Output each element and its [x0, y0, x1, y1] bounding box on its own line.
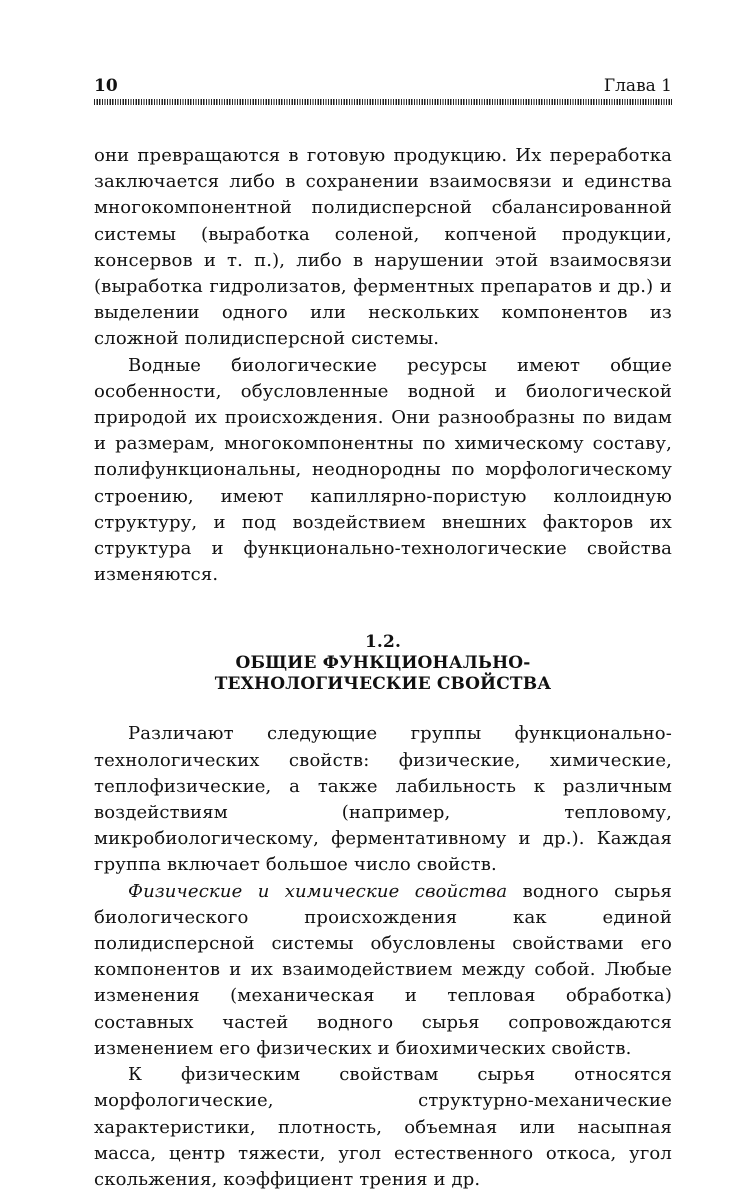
- paragraph-continuation: они превращаются в готовую продукцию. Их переработка заключается либо в сохранении взаимосвязи и единства многокомпонентной полидисперсной сбалансированной системы (выработка соленой, копченой продукции, консервов и т. п.), либо в нарушении этой взаимосвязи (выработка гидролизатов, ферментных препаратов и др.) и выделении одного или нескольких компонентов из сложной полидисперсной системы.: [94, 145, 672, 350]
- chapter-label: Глава 1: [603, 76, 672, 96]
- paragraph-physical-properties: К физическим свойствам сырья относятся морфологические, структурно-механические характеристики, плотность, объемная или насыпная масса, центр тяжести, угол естественного откоса, угол скольжения, коэффициент трения и др.: [94, 1064, 672, 1190]
- paragraph-physical-chemical-text: водного сырья биологического происхождения как единой полидисперсной системы обусловлены свойствами его компонентов и их взаимодействием между собой. Любые изменения (механическая и тепловая обработка) составных частей водного сырья сопровождаются изменением его физических и биохимических свойств.: [94, 880, 672, 1059]
- header-dotted-rule: [94, 99, 672, 105]
- page-number: 10: [94, 76, 118, 96]
- running-head: [94, 74, 672, 96]
- paragraph-physical-chemical: [94, 879, 672, 1062]
- paragraph-property-groups: Различают следующие группы функционально-технологических свойств: физические, химические, теплофизические, а также лабильность к различным воздействиям (например, тепловому, микробиологическому, ферментативному и др.). Каждая группа включает большое число свойств.: [94, 723, 672, 876]
- italic-term: Физические и химические свойства: [128, 880, 508, 902]
- body-text: [94, 143, 672, 1193]
- section-number: 1.2.: [364, 632, 402, 653]
- section-title: ОБЩИЕ ФУНКЦИОНАЛЬНО-ТЕХНОЛОГИЧЕСКИЕ СВОЙСТВА: [214, 653, 552, 695]
- paragraph-water-resources: Водные биологические ресурсы имеют общие особенности, обусловленные водной и биологической природой их происхождения. Они разнообразны по видам и размерам, многокомпонентны по химическому составу, полифункциональны, неоднородны по морфологическому строению, имеют капиллярно-пористую коллоидную структуру, и под воздействием внешних факторов их структура и функционально-технологические свойства изменяются.: [94, 354, 672, 586]
- book-page: [94, 74, 672, 1193]
- section-heading: [94, 632, 672, 695]
